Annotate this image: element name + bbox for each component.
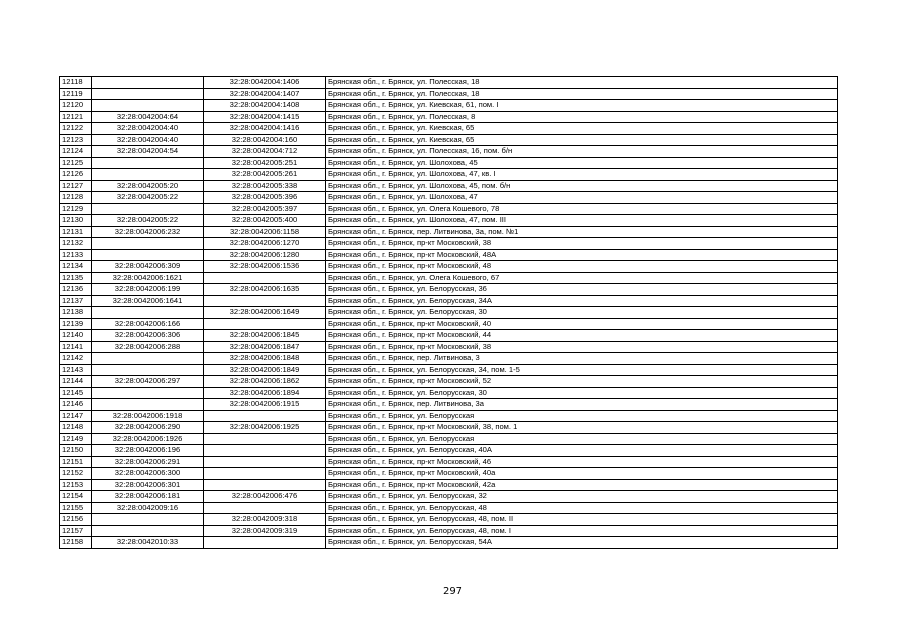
row-number-cell: 12142 [60,353,92,365]
land-cadastral-number-cell [92,399,204,411]
table-row [60,433,838,445]
table-row [60,134,838,146]
table-row [60,88,838,100]
object-cadastral-number-cell: 32:28:0042005:338 [204,180,326,192]
table-row [60,261,838,273]
address-cell: Брянская обл., г. Брянск, ул. Киевская, 65 [326,123,838,135]
row-number-cell: 12154 [60,491,92,503]
table-body [60,77,838,549]
land-cadastral-number-cell: 32:28:0042006:290 [92,422,204,434]
table-row [60,399,838,411]
land-cadastral-number-cell: 32:28:0042006:301 [92,479,204,491]
table-row [60,318,838,330]
object-cadastral-number-cell: 32:28:0042005:261 [204,169,326,181]
land-cadastral-number-cell: 32:28:0042006:181 [92,491,204,503]
land-cadastral-number-cell [92,238,204,250]
table-row [60,226,838,238]
address-cell: Брянская обл., г. Брянск, ул. Полесская, 8 [326,111,838,123]
row-number-cell: 12150 [60,445,92,457]
table-row [60,502,838,514]
land-cadastral-number-cell [92,157,204,169]
row-number-cell: 12137 [60,295,92,307]
address-cell: Брянская обл., г. Брянск, ул. Белорусская, 30 [326,307,838,319]
row-number-cell: 12157 [60,525,92,537]
address-cell: Брянская обл., г. Брянск, ул. Белорусская [326,410,838,422]
object-cadastral-number-cell: 32:28:0042005:251 [204,157,326,169]
object-cadastral-number-cell: 32:28:0042009:318 [204,514,326,526]
row-number-cell: 12130 [60,215,92,227]
address-cell: Брянская обл., г. Брянск, пр-кт Московский, 38 [326,341,838,353]
land-cadastral-number-cell: 32:28:0042004:40 [92,134,204,146]
land-cadastral-number-cell: 32:28:0042005:22 [92,192,204,204]
table-row [60,537,838,549]
object-cadastral-number-cell [204,502,326,514]
address-cell: Брянская обл., г. Брянск, ул. Олега Кошевого, 78 [326,203,838,215]
object-cadastral-number-cell: 32:28:0042004:1415 [204,111,326,123]
address-cell: Брянская обл., г. Брянск, ул. Киевская, 61, пом. I [326,100,838,112]
land-cadastral-number-cell: 32:28:0042004:54 [92,146,204,158]
land-cadastral-number-cell: 32:28:0042004:40 [92,123,204,135]
row-number-cell: 12139 [60,318,92,330]
object-cadastral-number-cell: 32:28:0042006:1280 [204,249,326,261]
row-number-cell: 12136 [60,284,92,296]
land-cadastral-number-cell [92,364,204,376]
table-row [60,456,838,468]
row-number-cell: 12131 [60,226,92,238]
object-cadastral-number-cell: 32:28:0042004:1408 [204,100,326,112]
land-cadastral-number-cell: 32:28:0042004:64 [92,111,204,123]
table-row [60,192,838,204]
row-number-cell: 12128 [60,192,92,204]
object-cadastral-number-cell: 32:28:0042006:1635 [204,284,326,296]
table-row [60,445,838,457]
table-row [60,364,838,376]
table-row [60,387,838,399]
object-cadastral-number-cell [204,318,326,330]
address-cell: Брянская обл., г. Брянск, ул. Белорусская, 48, пом. I [326,525,838,537]
address-cell: Брянская обл., г. Брянск, пр-кт Московский, 38, пом. 1 [326,422,838,434]
row-number-cell: 12122 [60,123,92,135]
address-cell: Брянская обл., г. Брянск, ул. Белорусская, 32 [326,491,838,503]
property-register-table [59,76,838,549]
row-number-cell: 12124 [60,146,92,158]
address-cell: Брянская обл., г. Брянск, ул. Полесская, 18 [326,77,838,89]
object-cadastral-number-cell: 32:28:0042004:1407 [204,88,326,100]
address-cell: Брянская обл., г. Брянск, ул. Белорусская, 34, пом. 1-5 [326,364,838,376]
row-number-cell: 12148 [60,422,92,434]
table-row [60,422,838,434]
object-cadastral-number-cell: 32:28:0042004:160 [204,134,326,146]
table-row [60,284,838,296]
object-cadastral-number-cell: 32:28:0042005:396 [204,192,326,204]
object-cadastral-number-cell [204,445,326,457]
land-cadastral-number-cell: 32:28:0042005:22 [92,215,204,227]
address-cell: Брянская обл., г. Брянск, ул. Белорусская, 30 [326,387,838,399]
row-number-cell: 12149 [60,433,92,445]
table-row [60,330,838,342]
table-row [60,100,838,112]
address-cell: Брянская обл., г. Брянск, ул. Белорусская [326,433,838,445]
address-cell: Брянская обл., г. Брянск, ул. Полесская, 16, пом. б/н [326,146,838,158]
table-row [60,111,838,123]
table-row [60,203,838,215]
table-row [60,272,838,284]
row-number-cell: 12158 [60,537,92,549]
table-row [60,376,838,388]
land-cadastral-number-cell [92,169,204,181]
table-row [60,410,838,422]
land-cadastral-number-cell: 32:28:0042006:306 [92,330,204,342]
land-cadastral-number-cell [92,88,204,100]
address-cell: Брянская обл., г. Брянск, ул. Белорусская, 54А [326,537,838,549]
row-number-cell: 12121 [60,111,92,123]
object-cadastral-number-cell [204,468,326,480]
table-row [60,169,838,181]
object-cadastral-number-cell: 32:28:0042006:1649 [204,307,326,319]
land-cadastral-number-cell: 32:28:0042006:196 [92,445,204,457]
land-cadastral-number-cell: 32:28:0042006:300 [92,468,204,480]
object-cadastral-number-cell: 32:28:0042006:1848 [204,353,326,365]
row-number-cell: 12155 [60,502,92,514]
object-cadastral-number-cell [204,433,326,445]
address-cell: Брянская обл., г. Брянск, пр-кт Московский, 40а [326,468,838,480]
address-cell: Брянская обл., г. Брянск, пр-кт Московский, 42а [326,479,838,491]
object-cadastral-number-cell: 32:28:0042006:1894 [204,387,326,399]
row-number-cell: 12123 [60,134,92,146]
row-number-cell: 12144 [60,376,92,388]
row-number-cell: 12127 [60,180,92,192]
object-cadastral-number-cell: 32:28:0042006:1862 [204,376,326,388]
table-row [60,341,838,353]
row-number-cell: 12151 [60,456,92,468]
land-cadastral-number-cell: 32:28:0042006:288 [92,341,204,353]
land-cadastral-number-cell [92,100,204,112]
land-cadastral-number-cell: 32:28:0042006:1926 [92,433,204,445]
land-cadastral-number-cell: 32:28:0042006:199 [92,284,204,296]
land-cadastral-number-cell: 32:28:0042006:1641 [92,295,204,307]
land-cadastral-number-cell: 32:28:0042006:1918 [92,410,204,422]
land-cadastral-number-cell: 32:28:0042006:232 [92,226,204,238]
land-cadastral-number-cell [92,353,204,365]
row-number-cell: 12153 [60,479,92,491]
object-cadastral-number-cell: 32:28:0042006:1536 [204,261,326,273]
row-number-cell: 12152 [60,468,92,480]
land-cadastral-number-cell: 32:28:0042005:20 [92,180,204,192]
land-cadastral-number-cell: 32:28:0042006:309 [92,261,204,273]
address-cell: Брянская обл., г. Брянск, пер. Литвинова, 3 [326,353,838,365]
object-cadastral-number-cell: 32:28:0042005:400 [204,215,326,227]
address-cell: Брянская обл., г. Брянск, ул. Шолохова, 45 [326,157,838,169]
table-row [60,77,838,89]
row-number-cell: 12134 [60,261,92,273]
land-cadastral-number-cell [92,249,204,261]
row-number-cell: 12138 [60,307,92,319]
address-cell: Брянская обл., г. Брянск, пр-кт Московский, 44 [326,330,838,342]
address-cell: Брянская обл., г. Брянск, пр-кт Московский, 46 [326,456,838,468]
address-cell: Брянская обл., г. Брянск, ул. Белорусская, 48, пом. II [326,514,838,526]
table-row [60,479,838,491]
table-row [60,123,838,135]
land-cadastral-number-cell: 32:28:0042006:291 [92,456,204,468]
land-cadastral-number-cell: 32:28:0042010:33 [92,537,204,549]
address-cell: Брянская обл., г. Брянск, пр-кт Московский, 38 [326,238,838,250]
object-cadastral-number-cell: 32:28:0042004:712 [204,146,326,158]
table-row [60,514,838,526]
address-cell: Брянская обл., г. Брянск, ул. Полесская, 18 [326,88,838,100]
row-number-cell: 12132 [60,238,92,250]
object-cadastral-number-cell: 32:28:0042006:1849 [204,364,326,376]
object-cadastral-number-cell: 32:28:0042006:1845 [204,330,326,342]
table-row [60,215,838,227]
object-cadastral-number-cell: 32:28:0042006:1158 [204,226,326,238]
address-cell: Брянская обл., г. Брянск, ул. Шолохова, 47, кв. I [326,169,838,181]
object-cadastral-number-cell: 32:28:0042006:1847 [204,341,326,353]
land-cadastral-number-cell [92,203,204,215]
address-cell: Брянская обл., г. Брянск, пр-кт Московский, 48 [326,261,838,273]
row-number-cell: 12126 [60,169,92,181]
address-cell: Брянская обл., г. Брянск, пер. Литвинова, 3а [326,399,838,411]
object-cadastral-number-cell [204,410,326,422]
land-cadastral-number-cell [92,307,204,319]
table-row [60,238,838,250]
row-number-cell: 12125 [60,157,92,169]
object-cadastral-number-cell [204,272,326,284]
address-cell: Брянская обл., г. Брянск, ул. Шолохова, 45, пом. б/н [326,180,838,192]
object-cadastral-number-cell: 32:28:0042006:476 [204,491,326,503]
table-row [60,307,838,319]
row-number-cell: 12140 [60,330,92,342]
address-cell: Брянская обл., г. Брянск, ул. Белорусская, 34А [326,295,838,307]
table-row [60,180,838,192]
address-cell: Брянская обл., г. Брянск, пр-кт Московский, 40 [326,318,838,330]
land-cadastral-number-cell [92,77,204,89]
table-row [60,353,838,365]
land-cadastral-number-cell [92,525,204,537]
land-cadastral-number-cell [92,514,204,526]
land-cadastral-number-cell: 32:28:0042009:16 [92,502,204,514]
land-cadastral-number-cell: 32:28:0042006:166 [92,318,204,330]
land-cadastral-number-cell: 32:28:0042006:1621 [92,272,204,284]
land-cadastral-number-cell [92,387,204,399]
address-cell: Брянская обл., г. Брянск, пр-кт Московский, 48А [326,249,838,261]
table-row [60,295,838,307]
row-number-cell: 12147 [60,410,92,422]
address-cell: Брянская обл., г. Брянск, ул. Олега Кошевого, 67 [326,272,838,284]
land-cadastral-number-cell: 32:28:0042006:297 [92,376,204,388]
row-number-cell: 12119 [60,88,92,100]
address-cell: Брянская обл., г. Брянск, ул. Белорусская, 36 [326,284,838,296]
object-cadastral-number-cell: 32:28:0042004:1416 [204,123,326,135]
row-number-cell: 12156 [60,514,92,526]
object-cadastral-number-cell: 32:28:0042005:397 [204,203,326,215]
row-number-cell: 12133 [60,249,92,261]
address-cell: Брянская обл., г. Брянск, ул. Шолохова, 47 [326,192,838,204]
row-number-cell: 12146 [60,399,92,411]
table-row [60,249,838,261]
address-cell: Брянская обл., г. Брянск, ул. Белорусская, 48 [326,502,838,514]
object-cadastral-number-cell [204,479,326,491]
table-row [60,468,838,480]
table-row [60,525,838,537]
row-number-cell: 12135 [60,272,92,284]
object-cadastral-number-cell: 32:28:0042006:1925 [204,422,326,434]
row-number-cell: 12120 [60,100,92,112]
table-row [60,146,838,158]
address-cell: Брянская обл., г. Брянск, пер. Литвинова, 3а, пом. №1 [326,226,838,238]
object-cadastral-number-cell [204,537,326,549]
row-number-cell: 12145 [60,387,92,399]
address-cell: Брянская обл., г. Брянск, ул. Шолохова, 47, пом. III [326,215,838,227]
address-cell: Брянская обл., г. Брянск, ул. Белорусская, 40А [326,445,838,457]
row-number-cell: 12141 [60,341,92,353]
object-cadastral-number-cell [204,456,326,468]
table-row [60,157,838,169]
object-cadastral-number-cell: 32:28:0042006:1270 [204,238,326,250]
address-cell: Брянская обл., г. Брянск, ул. Киевская, 65 [326,134,838,146]
page-number: 297 [442,586,463,597]
row-number-cell: 12118 [60,77,92,89]
address-cell: Брянская обл., г. Брянск, пр-кт Московский, 52 [326,376,838,388]
object-cadastral-number-cell [204,295,326,307]
row-number-cell: 12143 [60,364,92,376]
table-row [60,491,838,503]
row-number-cell: 12129 [60,203,92,215]
object-cadastral-number-cell: 32:28:0042004:1406 [204,77,326,89]
object-cadastral-number-cell: 32:28:0042006:1915 [204,399,326,411]
object-cadastral-number-cell: 32:28:0042009:319 [204,525,326,537]
